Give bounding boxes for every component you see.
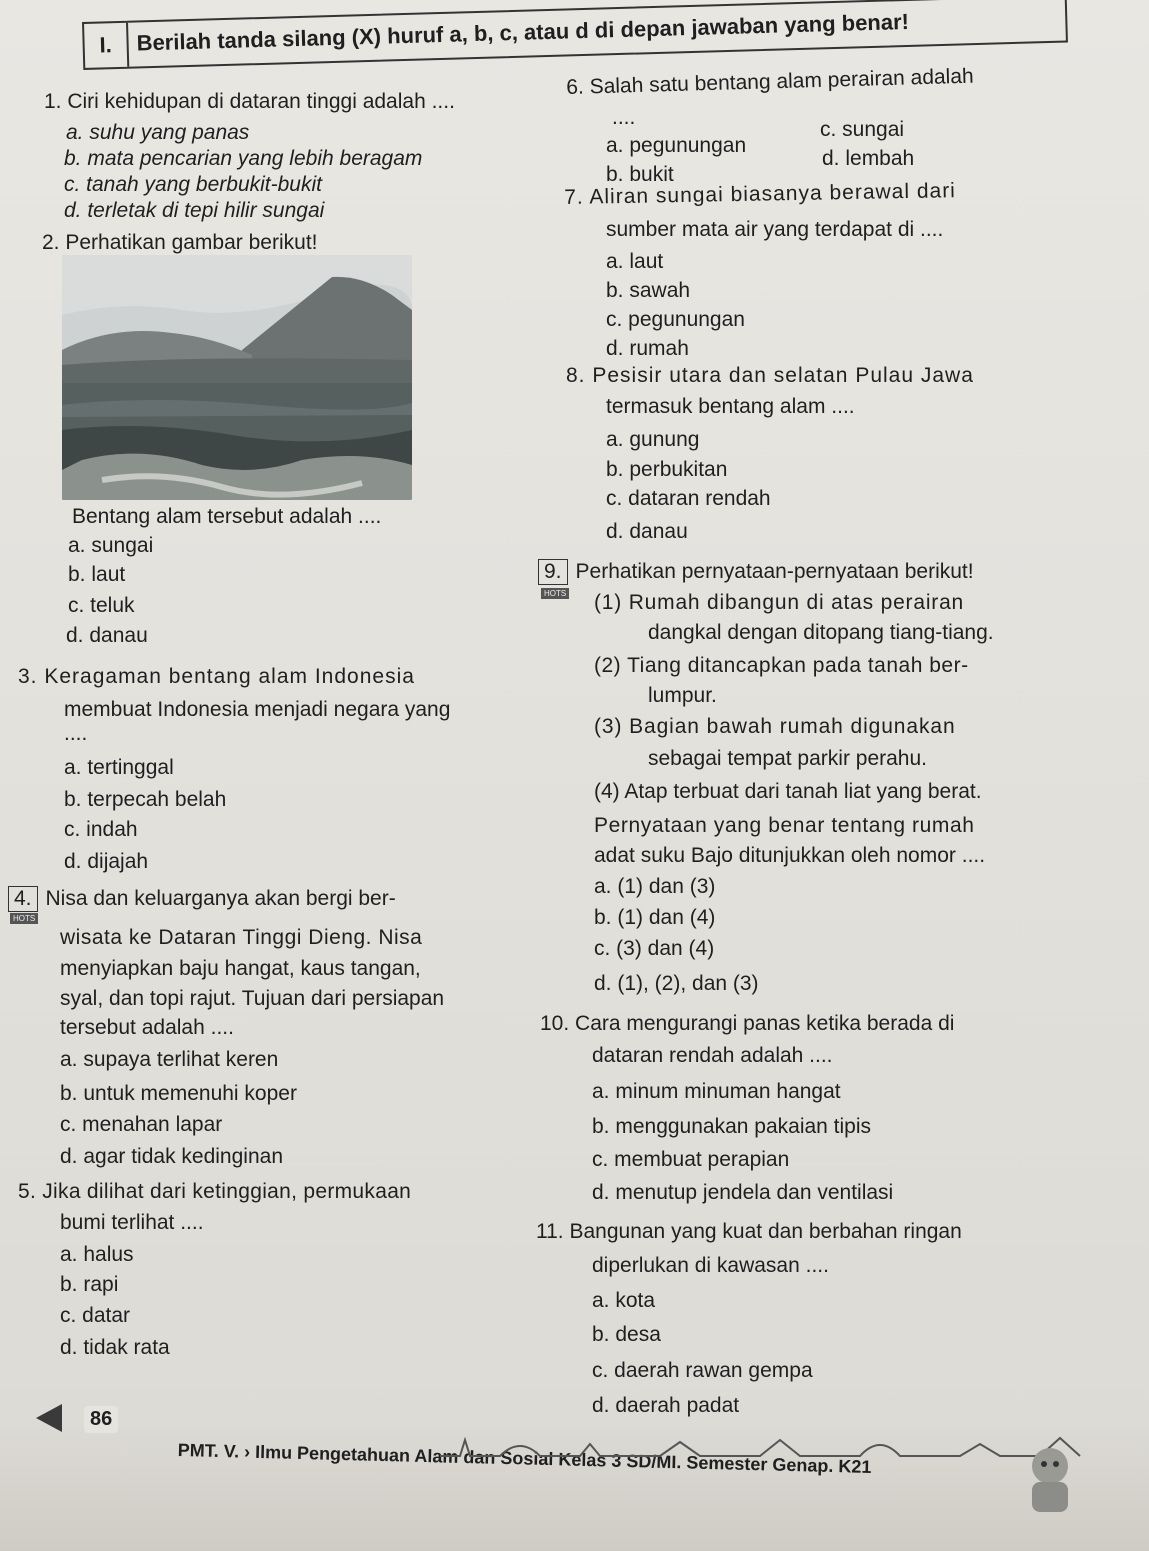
landscape-photo	[62, 255, 412, 500]
q2-option-c[interactable]: c. teluk	[68, 594, 135, 617]
q8-option-a[interactable]: a. gunung	[606, 428, 700, 451]
q9-line1-text: Perhatikan pernyataan-pernyataan berikut!	[575, 560, 974, 583]
q4-line1-text: Nisa dan keluarganya akan bergi ber-	[45, 887, 396, 910]
q3-option-d[interactable]: d. dijajah	[64, 850, 149, 873]
q11-option-a[interactable]: a. kota	[592, 1289, 656, 1312]
q3-line3: ....	[64, 722, 88, 745]
q9-statement-1a: (1) Rumah dibangun di atas perairan	[594, 591, 965, 614]
q2-option-b[interactable]: b. laut	[68, 563, 126, 586]
q9-line1	[538, 559, 974, 585]
q11-option-b[interactable]: b. desa	[592, 1323, 661, 1346]
q9-prompt-2: adat suku Bajo ditunjukkan oleh nomor ....	[594, 844, 986, 867]
q8-option-b[interactable]: b. perbukitan	[606, 458, 728, 481]
q4-option-d[interactable]: d. agar tidak kedinginan	[60, 1145, 283, 1168]
q8-option-c[interactable]: c. dataran rendah	[606, 487, 771, 510]
q8-option-d[interactable]: d. danau	[606, 520, 688, 543]
q6-option-b[interactable]: b. bukit	[606, 163, 674, 186]
q1-option-a[interactable]: a. suhu yang panas	[66, 121, 250, 144]
q4-line5: tersebut adalah ....	[60, 1016, 234, 1039]
q3-option-b[interactable]: b. terpecah belah	[64, 788, 227, 811]
q11-line1: 11. Bangunan yang kuat dan berbahan ringan	[536, 1220, 962, 1243]
q8-line2: termasuk bentang alam ....	[606, 395, 855, 418]
mascot-icon	[1010, 1436, 1090, 1516]
q3-option-a[interactable]: a. tertinggal	[64, 756, 174, 779]
q2-caption: Bentang alam tersebut adalah ....	[72, 505, 382, 528]
q4-option-c[interactable]: c. menahan lapar	[60, 1113, 223, 1136]
q6-line1: 6. Salah satu bentang alam perairan adalah	[566, 64, 974, 99]
q4-option-b[interactable]: b. untuk memenuhi koper	[60, 1082, 297, 1105]
q6-option-a[interactable]: a. pegunungan	[606, 134, 747, 157]
q9-option-a[interactable]: a. (1) dan (3)	[594, 875, 716, 898]
q5-option-a[interactable]: a. halus	[60, 1243, 134, 1266]
page-number: 86	[84, 1406, 118, 1433]
lake-mountain-image	[62, 255, 412, 500]
book-title: PMT. V. › Ilmu Pengetahuan Alam dan Sosial Kelas 3 SD/MI. Semester Genap. K21	[177, 1440, 872, 1477]
q3-line2: membuat Indonesia menjadi negara yang	[64, 698, 451, 721]
q5-line1: 5. Jika dilihat dari ketinggian, permukaan	[18, 1180, 412, 1203]
q9-option-b[interactable]: b. (1) dan (4)	[594, 906, 716, 929]
q5-option-c[interactable]: c. datar	[60, 1304, 131, 1327]
q10-option-b[interactable]: b. menggunakan pakaian tipis	[592, 1115, 872, 1138]
q7-option-b[interactable]: b. sawah	[606, 279, 691, 302]
q7-line2: sumber mata air yang terdapat di ....	[606, 218, 944, 241]
q9-statement-2b: lumpur.	[648, 684, 717, 707]
q9-option-c[interactable]: c. (3) dan (4)	[594, 937, 715, 960]
q2-text: 2. Perhatikan gambar berikut!	[42, 231, 318, 254]
q9-hots-tag: HOTS	[541, 588, 569, 599]
q10-option-d[interactable]: d. menutup jendela dan ventilasi	[592, 1181, 894, 1204]
q11-line2: diperlukan di kawasan ....	[592, 1254, 829, 1277]
q4-line3: menyiapkan baju hangat, kaus tangan,	[60, 957, 421, 980]
q3-option-c[interactable]: c. indah	[64, 818, 138, 841]
q4-line1	[8, 886, 396, 912]
q7-option-d[interactable]: d. rumah	[606, 337, 689, 360]
q2-option-a[interactable]: a. sungai	[68, 534, 154, 557]
q10-line1: 10. Cara mengurangi panas ketika berada di	[540, 1012, 955, 1035]
q8-line1: 8. Pesisir utara dan selatan Pulau Jawa	[566, 364, 974, 387]
decorative-border-icon	[440, 1426, 1090, 1460]
q7-line1: 7. Aliran sungai biasanya berawal dari	[564, 179, 957, 209]
q2-option-d[interactable]: d. danau	[66, 624, 148, 647]
q9-number: 9.	[538, 559, 568, 585]
q10-option-c[interactable]: c. membuat perapian	[592, 1148, 790, 1171]
q10-line2: dataran rendah adalah ....	[592, 1044, 833, 1067]
q1-option-c[interactable]: c. tanah yang berbukit-bukit	[64, 173, 322, 196]
instruction-header	[82, 0, 1068, 70]
q7-option-a[interactable]: a. laut	[606, 250, 664, 273]
q7-option-c[interactable]: c. pegunungan	[606, 308, 745, 331]
section-number: I.	[84, 23, 129, 68]
q9-option-d[interactable]: d. (1), (2), dan (3)	[594, 972, 759, 995]
q9-statement-2a: (2) Tiang ditancapkan pada tanah ber-	[594, 654, 969, 677]
instruction-text: Berilah tanda silang (X) huruf a, b, c, atau d di depan jawaban yang benar!	[136, 8, 910, 56]
q4-hots-tag: HOTS	[10, 913, 38, 924]
q1-option-d[interactable]: d. terletak di tepi hilir sungai	[64, 199, 325, 222]
q6-option-d[interactable]: d. lembah	[822, 147, 915, 170]
q3-line1: 3. Keragaman bentang alam Indonesia	[18, 665, 415, 688]
q1-text: 1. Ciri kehidupan di dataran tinggi adalah ....	[44, 90, 455, 113]
q9-statement-3a: (3) Bagian bawah rumah digunakan	[594, 715, 956, 738]
q6-line2: ....	[612, 106, 636, 129]
q5-option-d[interactable]: d. tidak rata	[60, 1336, 170, 1359]
q4-option-a[interactable]: a. supaya terlihat keren	[60, 1048, 279, 1071]
q9-statement-3b: sebagai tempat parkir perahu.	[648, 747, 927, 770]
q9-prompt-1: Pernyataan yang benar tentang rumah	[594, 814, 975, 837]
q4-line4: syal, dan topi rajut. Tujuan dari persiapan	[60, 987, 445, 1010]
q6-option-c[interactable]: c. sungai	[820, 118, 905, 141]
q9-statement-1b: dangkal dengan ditopang tiang-tiang.	[648, 621, 994, 644]
left-arrow-icon	[30, 1398, 70, 1438]
q9-statement-4: (4) Atap terbuat dari tanah liat yang berat.	[594, 780, 982, 803]
q4-line2: wisata ke Dataran Tinggi Dieng. Nisa	[60, 926, 423, 949]
q11-option-d[interactable]: d. daerah padat	[592, 1394, 740, 1417]
q10-option-a[interactable]: a. minum minuman hangat	[592, 1080, 841, 1103]
q4-number: 4.	[8, 886, 38, 912]
q1-option-b[interactable]: b. mata pencarian yang lebih beragam	[64, 147, 423, 170]
q5-option-b[interactable]: b. rapi	[60, 1273, 119, 1296]
q11-option-c[interactable]: c. daerah rawan gempa	[592, 1359, 813, 1382]
q5-line2: bumi terlihat ....	[60, 1211, 204, 1234]
